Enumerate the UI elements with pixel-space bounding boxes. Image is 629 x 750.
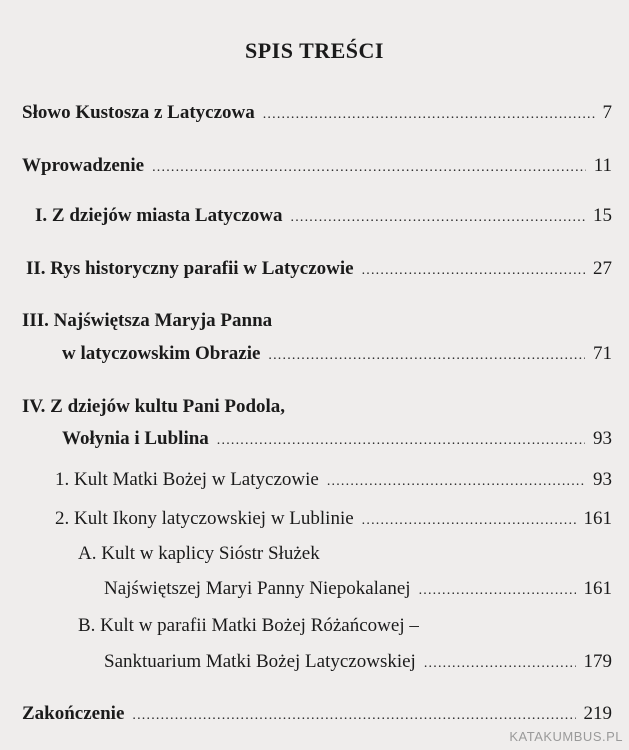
toc-entry-label: II. Rys historyczny parafii w Latyczowie [26,258,354,279]
toc-entry-label: Wprowadzenie [22,155,145,176]
dot-leader [217,433,585,449]
toc-entry-chapter-3 [62,343,612,365]
toc-entry-subsection-b [104,651,612,673]
dot-leader [132,708,575,724]
toc-page-number: 219 [583,703,612,724]
dot-leader [424,656,576,672]
toc-entry-label: Wołynia i Lublina [62,428,209,449]
toc-entry-chapter-1 [35,205,612,227]
page-title: SPIS TREŚCI [245,38,384,63]
dot-leader [152,160,586,176]
dot-leader [362,263,585,279]
toc-page-number: 15 [593,205,612,226]
toc-page-number: 7 [602,102,612,123]
watermark: KATAKUMBUS.PL [509,729,623,744]
toc-page-number: 161 [583,508,612,529]
toc-page-number: 11 [593,155,612,176]
toc-entry-label: 1. Kult Matki Bożej w Latyczowie [55,469,319,490]
dot-leader [291,210,586,226]
toc-entry-chapter-4 [62,428,612,450]
toc-entry-subsection-a [104,578,612,600]
toc-page-number: 93 [593,469,612,490]
toc-entry-zakonczenie [22,703,612,725]
dot-leader [268,348,585,364]
toc-entry-chapter-4-line1: IV. Z dziejów kultu Pani Podola, [22,396,286,417]
toc-entry-label: Sanktuarium Matki Bożej Latyczowskiej [104,651,416,672]
toc-entry-label: 2. Kult Ikony latyczowskiej w Lublinie [55,508,354,529]
toc-entry-section-2 [55,508,612,530]
toc-entry-label: Zakończenie [22,703,125,724]
dot-leader [419,583,576,599]
toc-entry-wprowadzenie [22,155,612,177]
toc-entry-chapter-2 [26,258,612,280]
toc-entry-slowo-kustosza [22,102,612,124]
toc-entry-label: w latyczowskim Obrazie [62,343,261,364]
toc-entry-label: Najświętszej Maryi Panny Niepokalanej [104,578,411,599]
toc-entry-label: Słowo Kustosza z Latyczowa [22,102,255,123]
dot-leader [263,107,595,123]
toc-entry-chapter-3-line1: III. Najświętsza Maryja Panna [22,310,273,331]
toc-page-number: 161 [583,578,612,599]
dot-leader [327,474,585,490]
toc-entry-subsection-a-line1: A. Kult w kaplicy Sióstr Służek [78,543,320,564]
toc-page-number: 27 [593,258,612,279]
toc-entry-subsection-b-line1: B. Kult w parafii Matki Bożej Różańcowej – [78,615,419,636]
toc-page-number: 93 [593,428,612,449]
toc-entry-label: I. Z dziejów miasta Latyczowa [35,205,283,226]
dot-leader [362,513,576,529]
toc-page-number: 179 [583,651,612,672]
toc-page-number: 71 [593,343,612,364]
toc-entry-section-1 [55,469,612,491]
